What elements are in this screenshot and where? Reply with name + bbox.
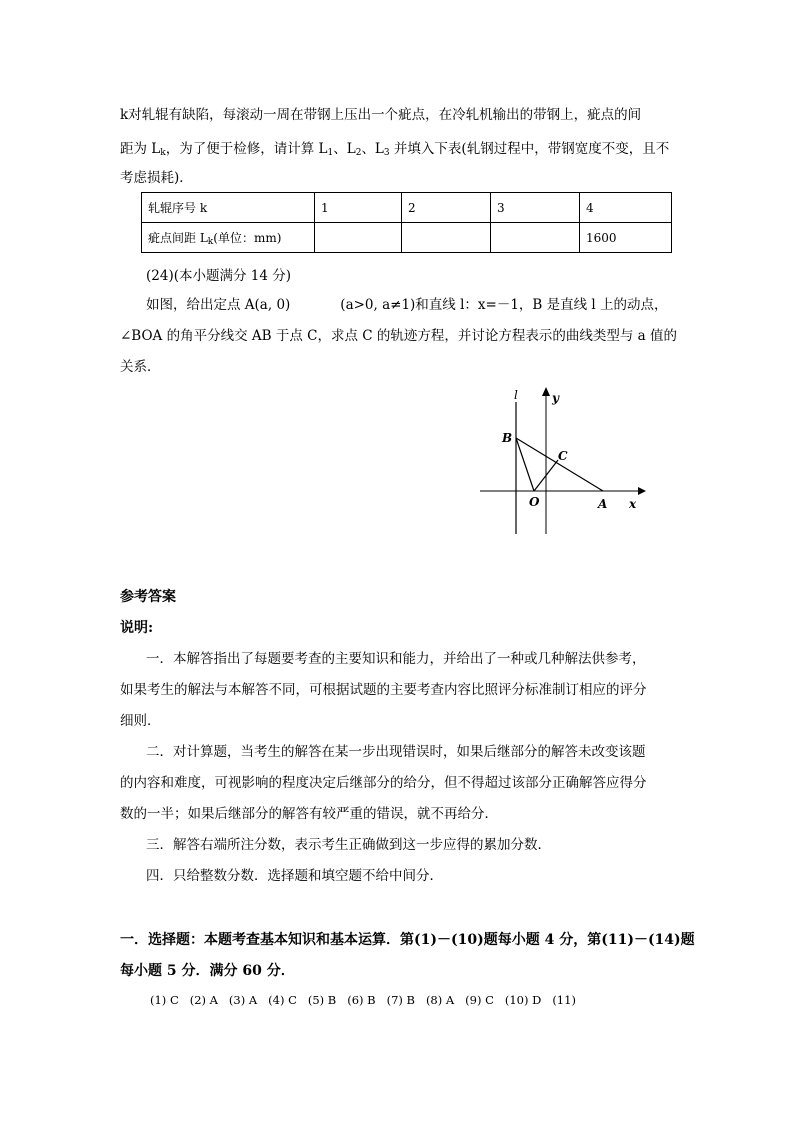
table-cell (402, 223, 491, 253)
problem24-line3-text: 关系． (120, 359, 161, 375)
problem23-line2 (120, 137, 669, 158)
table-cell: 3 (491, 193, 580, 223)
answers-title (120, 586, 176, 606)
note-p1-line2-text: 如果考生的解法与本解答不同，可根据试题的主要考查内容比照评分标准制订相应的评分 (120, 682, 647, 698)
section1-line1-text: 一．选择题：本题考查基本知识和基本运算．第(1)－(10)题每小题 4 分，第(11)－(14)题 (120, 932, 695, 948)
problem24-line3 (120, 355, 161, 375)
label-C: C (558, 449, 568, 463)
label-y: y (552, 391, 559, 405)
note-label (120, 617, 153, 637)
table-cell: 4 (580, 193, 672, 223)
note-p2-line2 (120, 771, 647, 791)
problem23-line3 (120, 166, 193, 186)
problem24-header (146, 264, 291, 284)
subscript-3: 3 (383, 148, 390, 158)
label-B: B (502, 431, 513, 445)
label-O: O (529, 495, 540, 509)
problem23-line2-part-a: 距为 L (120, 141, 161, 157)
label-A: A (598, 497, 608, 511)
note-p2-line2-text: 的内容和难度，可视影响的程度决定后继部分的给分，但不得超过该部分正确解答应得分 (120, 775, 647, 791)
problem24-line1 (146, 293, 668, 313)
note-p1-line1 (146, 647, 646, 667)
note-p4 (146, 864, 443, 884)
separator-2: 、L (361, 141, 384, 157)
subscript-2: 2 (355, 148, 362, 158)
geometry-figure (470, 382, 650, 542)
roller-table (141, 192, 672, 253)
segment-BO (516, 438, 534, 491)
choice-answers (150, 993, 576, 1007)
problem23-line2-part-c: 并填入下表(轧钢过程中，带钢宽度不变，且不 (389, 141, 670, 157)
section1-line2-text: 每小题 5 分．满分 60 分． (120, 963, 295, 979)
label-part-a: 疵点间距 L (148, 230, 208, 245)
note-p3 (146, 833, 551, 853)
problem23-line2-part-b: ，为了便于检修，请计算 L (165, 141, 328, 157)
segment-BA (516, 438, 603, 491)
label-l: l (514, 388, 518, 402)
note-p2-line1-text: 二．对计算题，当考生的解答在某一步出现错误时，如果后继部分的解答未改变该题 (146, 744, 646, 760)
problem23-line1 (120, 103, 641, 123)
problem23-line3-text: 考虑损耗)． (120, 170, 193, 186)
note-label-text: 说明: (120, 620, 154, 636)
table-row (142, 193, 672, 223)
choice-answers-text: (1) C (2) A (3) A (4) C (5) B (6) B (7) B (8) A (9) C (10) D (11) (150, 993, 576, 1007)
note-p2-line3-text: 数的一半；如果后继部分的解答有较严重的错误，就不再给分． (120, 806, 498, 822)
subscript-1: 1 (327, 148, 334, 158)
table-cell-label (142, 223, 315, 253)
note-p4-text: 四．只给整数分数．选择题和填空题不给中间分． (146, 868, 443, 884)
note-p1-line3-text: 细则． (120, 713, 161, 729)
x-axis-arrow-icon (638, 487, 646, 495)
note-p2-line1 (146, 740, 646, 760)
table-cell (491, 223, 580, 253)
table-cell: 1600 (580, 223, 672, 253)
label-part-b: (单位：mm) (213, 230, 282, 245)
table-cell: 轧辊序号 k (142, 193, 315, 223)
separator-1: 、L (333, 141, 356, 157)
subscript-k: k (160, 148, 166, 158)
answers-title-text: 参考答案 (120, 589, 176, 605)
problem24-line2 (120, 324, 677, 344)
note-p1-line3 (120, 709, 161, 729)
section1-line2 (120, 960, 295, 980)
y-axis-arrow-icon (542, 387, 550, 396)
table-cell: 1 (315, 193, 402, 223)
problem24-header-text: (24)(本小题满分 14 分) (146, 268, 292, 284)
problem23-line1-text: k对轧辊有缺陷，每滚动一周在带钢上压出一个疵点，在冷轧机输出的带钢上，疵点的间 (120, 107, 642, 123)
note-p1-line2 (120, 678, 647, 698)
table-cell (315, 223, 402, 253)
table-row (142, 223, 672, 253)
note-p2-line3 (120, 802, 498, 822)
problem24-line1-part-b: (a>0, a≠1)和直线 l：x=－1，B 是直线 l 上的动点， (340, 297, 668, 313)
section1-line1 (120, 929, 695, 949)
table-cell: 2 (402, 193, 491, 223)
note-p3-text: 三．解答右端所注分数，表示考生正确做到这一步应得的累加分数． (146, 837, 551, 853)
label-x: x (629, 497, 637, 511)
problem24-line2-text: ∠BOA 的角平分线交 AB 于点 C，求点 C 的轨迹方程，并讨论方程表示的曲线类型与 a 值的 (120, 328, 678, 344)
note-p1-line1-text: 一．本解答指出了每题要考查的主要知识和能力，并给出了一种或几种解法供参考， (146, 651, 646, 667)
label-subscript: k (207, 236, 214, 247)
problem24-line1-part-a: 如图，给出定点 A(a, 0) (146, 297, 291, 313)
